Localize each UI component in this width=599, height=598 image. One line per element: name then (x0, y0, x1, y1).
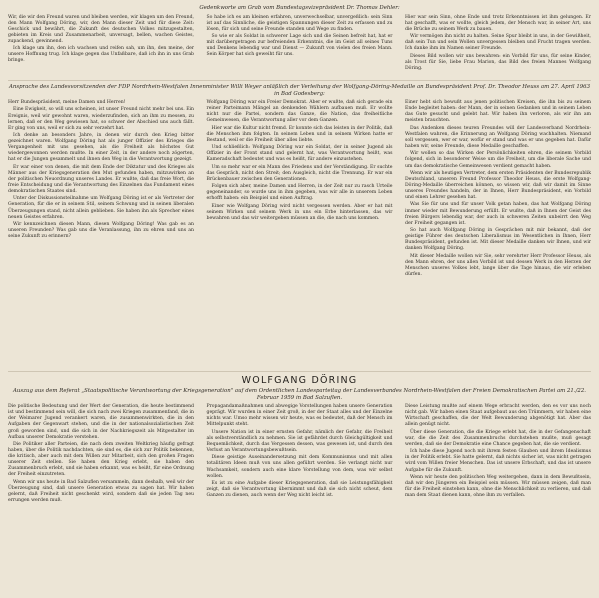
paragraph: Hier war sein Sinn, ohne Ende und trotz Erkenntnissen ist ihm gelungen. Er hat geschafft, was er wollte, gleich jedem, der Mensch war, in seiner Art, uns die Brücke zu seinem Werk zu bauen. (405, 14, 591, 32)
paragraph: Diese geistige Auseinandersetzung mit dem Kommunismus und mit allen totalitären Ideen muß von uns allen geführt werden. Sie verlangt nicht nur Wachsamkeit, sondern auch eine klare Vorstellung von dem, was wir selbst wollen. (206, 455, 393, 479)
paragraph: Wir, die wir den Freund waren und bleiben werden, wir klagen um den Freund, den Mann Wolfgang Döring, wir, den Mann dieser Zeit und für diese Zeit: Geschick und bewährt, die Zukunft des deutschen Volkes mitzugestalten, gebieten im Kreis und Zusammenarbeit, unversagt, bellen, wachen Geistes, zupackend, gewinnend. (8, 14, 194, 44)
column-1 (8, 15, 194, 73)
paragraph: Ich habe diese Jugend noch mit ihrem festen Glauben und ihrem Idealismus in der Politik erlebt. Sie hatte gelernt, daß nichts sicher ist, was nicht getragen wird vom Willen freier Menschen. Das ist unsere Erbschaft, und das ist unsere Aufgabe für die Zukunft. (405, 449, 591, 473)
paragraph: Einer hebt sich bewußt aus jenen politischen Kreisen, die ihn bis zu seinem Ende begleitet haben: der Mann, der in seinen Gedanken und in seinem Leben das Gute gesucht und gelebt hat. Wir haben ihn verloren, als wir ihn am meisten brauchten. (405, 100, 591, 124)
paragraph: Die politische Bedeutung und der Wert der Generation, die heute bestimmend ist und bestimmend sein will, die sich nach zwei Kriegen zusammenfand, die in der Weimarer Jugend verankert waren, die zusammenwirkten, die in den Aufgaben der Gegenwart stehen, und die in der nationalsozialistischen Zeit groß geworden sind, und die sich in der Nachkriegszeit als Mitgestalter im Aufbau unserer Demokratie verstehen. (8, 404, 194, 440)
paragraph: Ich klage um ihn, den ich wachsen und reifen sah, um ihn, den meine, der unsere Hoffnung trug. Ich klage gegen das Unfaßbare, daß ich ihn in uns Grab bringe. (8, 46, 194, 64)
paragraph: Wir wollen so das Wirken der Persönlichkeiten ehren, die seinem Vorbild folgend, sich in besonderer Weise um die Freiheit, um die liberale Sache und um das demokratische Gemeinwesen verdient gemacht haben. (405, 151, 591, 169)
paragraph: Die Politiker aller Parteien, die nach dem zweiten Weltkrieg häufig gefragt haben, über die Politik nachdachten, sie sind es, die sich zur Politik bekennen, die kritisch, aber auch mit dem Willen zur Mitarbeit, sich den großen Fragen unserer Zeit stellen. Sie haben den Krieg erlebt, sie haben den Zusammenbruch erlebt, und sie haben erkannt, was es heißt, für eine Ordnung der Freiheit einzutreten. (8, 441, 194, 478)
column-1 (8, 404, 194, 505)
paragraph: Propagandamaßnahmen und abwegige Vorstellungen haben unsere Generation geprägt. Wir wurden in einer Zeit groß, in der der Staat alles und der Einzelne nichts war. Umso mehr wissen wir heute, was es bedeutet, daß der Mensch im Mittelpunkt steht. (206, 404, 393, 428)
paragraph: Und schließlich: Wolfgang Döring war ein Soldat, der in seiner Jugend als Offizier in der Front stand und gelernt hat, was Verantwortung heißt, was Kameradschaft bedeutet und was es heißt, für andere einzustehen. (206, 145, 393, 163)
divider (8, 371, 591, 372)
paragraph: So habe ich es am kleinen erfahren, unverwechselbar, unvergeßlich: sein Sinn ist auf das Sinnliche, die geistigen Spannungen dieser Zeit zu erfassen und zu lösen, für sich und seine Freunde standen und Wege zu finden. (206, 14, 393, 32)
section-heading: Auszug aus dem Referat „Staatspolitische Verantwortung der Kriegsgeneration" auf dem Ordentlichen Landesparteitag der Landesverbandes Nordrhein-Westfalen der Freien Demokratischen Partei am 21./22. Februar 1959 in Bad Salzuflen. (13, 388, 586, 401)
paragraph: Über diese Generation, die die Kriege erlebt hat, die in der Gefangenschaft war, die die Zeit des Zusammenbruchs durchstehen mußte, muß gesagt werden, daß sie der Demokratie eine Chance gegeben hat, die sie verdient. (405, 429, 591, 447)
paragraph: Es ist zu eine Aufgabe dieser Kriegsgeneration, daß sie Leistungsfähigkeit zeigt, daß sie Verantwortung übernimmt und daß sie sich nicht scheut, dem Ganzen zu dienen, auch wenn der Weg nicht leicht ist. (206, 480, 393, 499)
text-columns (8, 100, 591, 279)
paragraph: Unsere Nation ist in einer ernsten Gefahr, nämlich der Gefahr, die Freiheit als selbstverständlich zu nehmen. Sie ist gefährdet durch Gleichgültigkeit und Bequemlichkeit, durch das Vergessen dessen, was gewesen ist, und durch den Verlust an Verantwortungsbewußtsein. (206, 429, 393, 454)
paragraph: Unter der Diskussionsteilnahme um Wolfgang Döring ist er als Vertreter der Generation, für die er in seinem Stil, seinem Schwung und in seinen liberalen Überzeugungen stand, nicht allein geblieben. Sie haben ihn als Sprecher eines neuen Geistes erfahren. (8, 196, 194, 220)
column-2 (207, 404, 393, 505)
paragraph: Um so mehr war er ein Mann des Friedens und der Verständigung. Er suchte das Gespräch, nicht den Streit; den Ausgleich, nicht die Trennung. Er war ein Brückenbauer zwischen den Generationen. (206, 164, 393, 182)
column-3 (405, 100, 591, 279)
column-3 (405, 404, 591, 505)
paragraph: Er war einer von denen, die mit dem Ende der Diktatur und des Krieges als Männer aus der Kriegsgeneration den Mut gefunden haben, mitzuwirken an der politischen Neuordnung unseres Landes. Er wußte, daß das freie Wort, die freie Entscheidung und die Verantwortung des Einzelnen das Fundament eines demokratischen Staates sind. (8, 164, 194, 195)
section-heading: Ansprache des Landesvorsitzenden der FDP Nordrhein-Westfalen Innenminister Willi Weyer anläßlich der Verleihung der Wolfgang-Döring-Medaille an Bundespräsident Prof. Dr. Theodor Heuss am 27. April 1963 in Bad Godesberg: (8, 84, 591, 97)
paragraph: So wie er als Soldat in schwerer Lage sich und die Seinen befreit hat, hat er mit darübergetragen zur befreienden Erkenntnis, die im Geist all seines Tuns und Denkens lebendig war und Dienst — Zukunft von vielen des freien Mann. Sein Körper hat sich geweiht für uns. (206, 34, 393, 58)
column-1 (8, 100, 194, 279)
paragraph: Wir kennzeichnen diesen Mann, diesen Wolfgang Döring! Was gab es an unseren Freunden? Was gab uns die Veranlassung, ihn zu ehren und uns an seine Zukunft zu erinnern? (8, 221, 194, 240)
paragraph: Mit dieser Medaille wollen wir Sie, sehr verehrter Herr Professor Heuss, als den Mann ehren, der uns allen Vorbild ist und dessen Werk in den Herzen der Menschen unseres Volkes lebt, lange über die Tage hinaus, die wir erleben dürfen. (405, 253, 591, 277)
paragraph: Herr Bundespräsident, meine Damen und Herren! (8, 100, 126, 106)
text-columns (8, 15, 591, 73)
paragraph: So hat auch Wolfgang Döring in Gesprächen mit mir bekannt, daß der geistige Führer des deutschen Liberalismus im Wesentlichen in Ihnen, Herr Bundespräsident, gefunden ist. Mit dieser Medaille danken wir Ihnen, und wir danken Wolfgang Döring. (405, 228, 591, 252)
section-heading: Gedenkworte am Grab vom Bundestagsvizepräsident Dr. Thomas Dehler: (199, 5, 400, 11)
section-dehler-eulogy (8, 5, 591, 73)
paragraph: Eine Ewigkeit, so will uns scheinen, ist unser Freund nicht mehr bei uns. Ein Ereignis, weil wir gewohnt waren, wiederzufinden, sich an ihm zu messen, zu lernen, daß er den Weg gewiesen hat, so schwer der Abschied uns auch fällt. Er ging von uns, weil er sich zu sehr verzehrt hat. (8, 107, 194, 131)
text-columns (8, 404, 591, 505)
author-title: WOLFGANG DÖRING (241, 375, 358, 386)
paragraph: Was Sie für uns und für unser Volk getan haben, das hat Wolfgang Döring immer wieder mit Bewunderung erfüllt. Er wußte, daß in Ihnen der Geist des freien Bürgers lebendig war, der auch in schweren Zeiten unbeirrt den Weg der Freiheit gegangen ist. (405, 202, 591, 226)
section-doering-speech (8, 375, 591, 505)
paragraph: Einer wie Wolfgang Döring wird nicht vergessen werden. Aber er hat mit seinem Wirken und seinem Werk in uns ein Erbe hinterlassen, das wir bewahren und das wir weitergeben müssen an die, die nach uns kommen. (206, 203, 393, 221)
paragraph: Folgen sich aber, meine Damen und Herren, in der Zeit nur zu rasch Urteile gegeneinander, so wurde uns in ihm gegeben, was wir alle in unserem Leben erhofft haben: ein Beispiel und einen Auftrag. (206, 184, 393, 202)
paragraph: Diese Leistung mußte auf einem Wege erbracht werden, den es vor uns noch nicht gab. Wir haben einen Staat aufgebaut aus den Trümmern, wir haben eine Wirtschaft geschaffen, die der Welt Bewunderung abgenötigt hat. Aber das allein genügt nicht. (405, 404, 591, 428)
paragraph: Wenn wir als heutigen Vertreter, dem ersten Präsidenten der Bundesrepublik Deutschland, unseren Freund Professor Theodor Heuss, die erste Wolfgang-Döring-Medaille überreichen können, so wissen wir, daß wir damit im Sinne unseres Freundes handeln, der in Ihnen, Herr Bundespräsident, ein Vorbild und einen Lehrer gesehen hat. (405, 170, 591, 201)
column-2 (207, 15, 393, 73)
paragraph: Dieses Bild wollen wir uns bewahren: ein Vorbild für uns, für seine Kinder, als Trost für Sie, liebe Frau Marion, das Bild des freien Mannes Wolfgang Döring. (405, 53, 591, 71)
paragraph: Ich denke an besonders Jahre, in denen wir durch den Krieg bitter gezeichnet waren. Wolfgang Döring hat als junger Offizier des Krieges die Vergangenheit mit uns gesehen, als die Freiheit als höchstes Gut wiedergewonnen werden mußte. In einer Zeit, in der andere noch zögerten, hat er die Jungen gesammelt und ihnen den Weg in die Verantwortung gezeigt. (8, 133, 194, 163)
paragraph: Hier war die Kultur nicht fremd. Er konnte sich das leisten in der Politik, daß die Menschen ihm folgten. In seinem Leben und in seinem Wirken hatte er Bestand, weil er die Freiheit über alles liebte. (206, 125, 393, 143)
paragraph: Das Andenken dieses teuren Freundes will der Landesverband Nordrhein-Westfalen wahren, die Erinnerung an Wolfgang Döring wachhalten. Niemand soll vergessen, wer er war, wofür er stand und was er uns gegeben hat. Dafür haben wir, seine Freunde, diese Medaille geschaffen. (405, 125, 591, 150)
column-2 (207, 100, 393, 279)
column-3 (405, 15, 591, 73)
paragraph: Wir vermögen ihn nicht zu halten. Seine Spur bleibt in uns, in der Gewißheit, daß sein Tun und sein Wollen unvergessen bleiben und Frucht tragen werden. Ich danke ihm im Namen seiner Freunde. (405, 34, 591, 52)
paragraph: Wolfgang Döring war ein Freier Demokrat. Aber er wußte, daß sich gerade ein reiner Parteimann Mängel an denkenden Wählern aufbauen muß. Er wollte nicht nur die Partei, sondern das Ganze, die Nation, das freiheitliche Gemeinwesen, die Verantwortung aller vor dem Ganzen. (206, 100, 393, 124)
paragraph: Wenn wir uns heute in Bad Salzuflen versammeln, dann deshalb, weil wir der Überzeugung sind, daß unsere Generation etwas zu sagen hat. Wir haben gelernt, daß Freiheit nicht geschenkt wird, sondern daß sie jeden Tag neu errungen werden muß. (8, 479, 194, 503)
section-weyer-speech (8, 84, 591, 279)
divider (8, 80, 591, 81)
paragraph: Wenn wir heute den politischen Weg weitergehen, dann in dem Bewußtsein, daß wir den Jüngeren ein Beispiel sein müssen. Wir müssen zeigen, daß man für die Freiheit einstehen kann, ohne die Menschlichkeit zu verlieren, und daß man dem Staat dienen kann, ohne ihm zu verfallen. (405, 474, 591, 499)
